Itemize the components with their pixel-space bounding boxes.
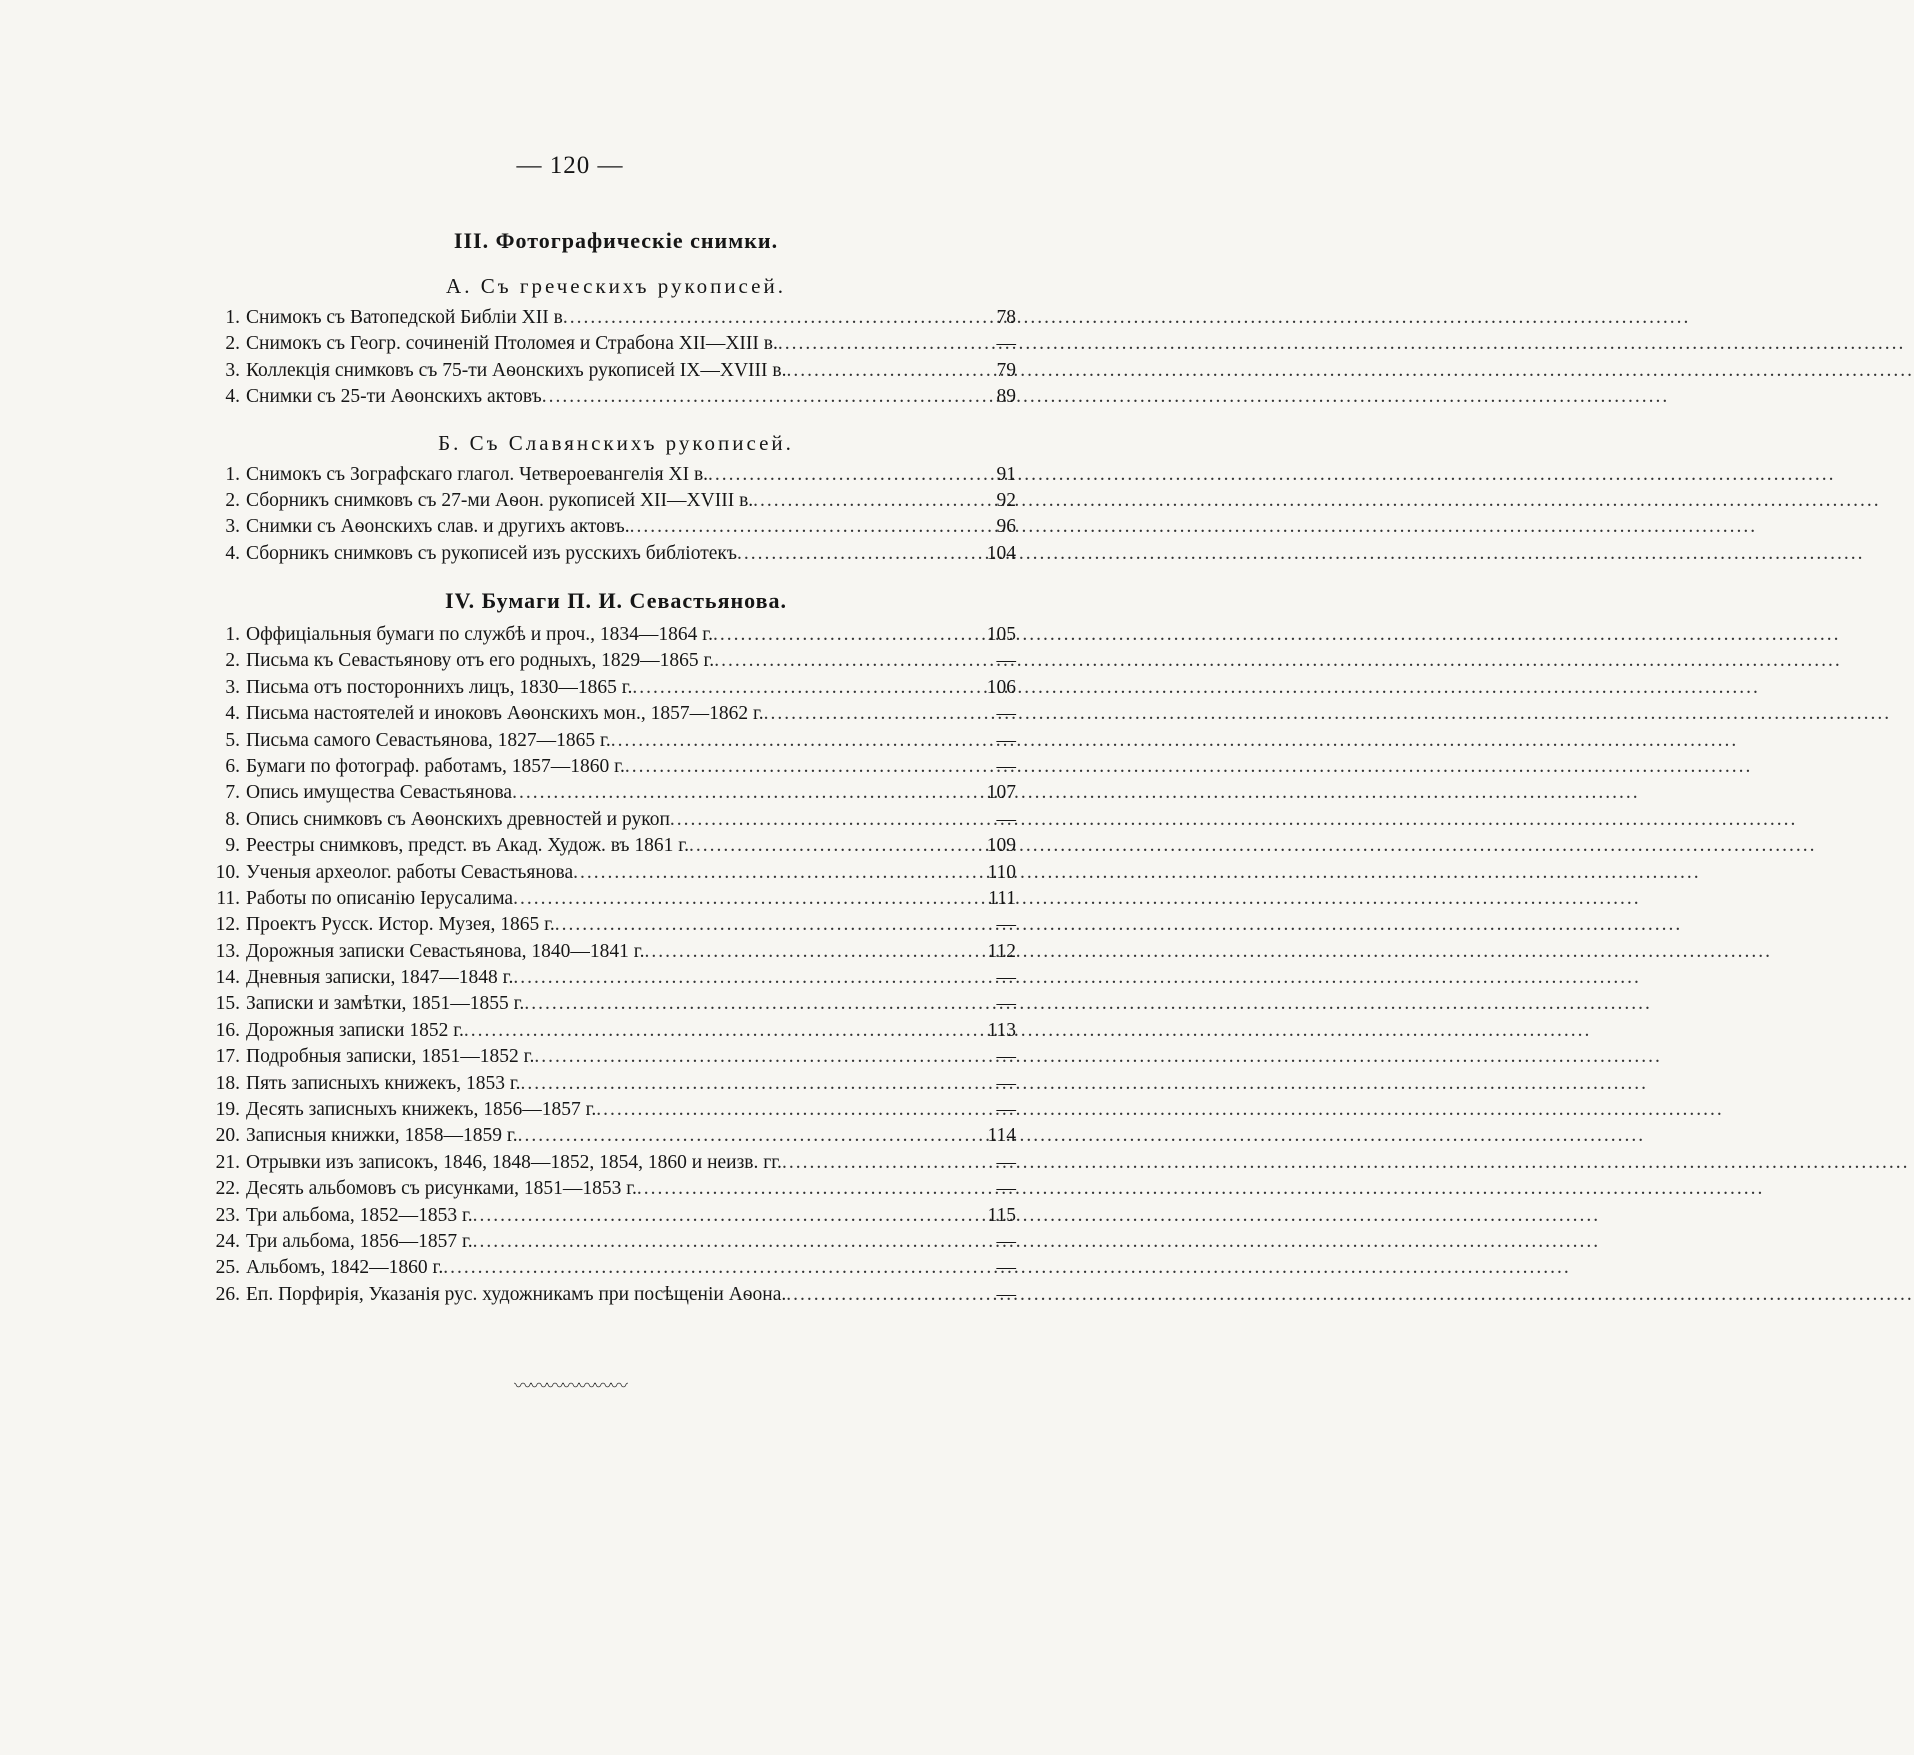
entry-text: Подробныя записки, 1851—1852 г. bbox=[246, 1046, 535, 1068]
entry-text: Письма настоятелей и иноковъ Аѳонскихъ мон., 1857—1862 г. bbox=[246, 703, 764, 725]
entry-text: Снимокъ съ Зографскаго глагол. Четвероевангелія XI в. bbox=[246, 463, 709, 485]
entry-text: Ученыя археолог. работы Севастьянова bbox=[246, 861, 574, 883]
group-b-title: Б. Съ Славянскихъ рукописей. bbox=[438, 430, 794, 455]
leader-dots bbox=[708, 462, 980, 488]
entry-page: — bbox=[996, 1099, 1016, 1121]
list-item bbox=[215, 1203, 1016, 1229]
entry-page: 112 bbox=[987, 940, 1016, 962]
entry-text: Альбомъ, 1842—1860 г. bbox=[246, 1257, 444, 1279]
entry-number: 2. bbox=[225, 333, 240, 355]
leader-dots bbox=[714, 648, 980, 674]
entry-page: 115 bbox=[987, 1204, 1016, 1226]
list-item bbox=[225, 514, 1016, 540]
entry-text: Письма къ Севастьянову отъ его родныхъ, 1829—1865 г. bbox=[246, 650, 715, 672]
entry-page: — bbox=[996, 1283, 1016, 1305]
entry-page: 110 bbox=[987, 861, 1016, 883]
entry-page: — bbox=[996, 703, 1016, 725]
end-ornament: 〰〰〰〰〰〰〰 bbox=[514, 1376, 626, 1396]
entry-page: 114 bbox=[987, 1125, 1016, 1147]
entry-number: 21. bbox=[215, 1151, 240, 1173]
list-item bbox=[225, 675, 1016, 701]
entry-text: Письма самого Севастьянова, 1827—1865 г. bbox=[246, 729, 611, 751]
entry-page: 89 bbox=[996, 386, 1016, 408]
entry-page: 92 bbox=[996, 489, 1016, 511]
list-item bbox=[225, 384, 1016, 410]
entry-number: 6. bbox=[225, 755, 240, 777]
leader-dots bbox=[782, 1150, 980, 1176]
list-item bbox=[225, 488, 1016, 514]
group-a-title: А. Съ греческихъ рукописей. bbox=[446, 274, 786, 298]
entry-number: 3. bbox=[225, 516, 240, 538]
entry-text: Записныя книжки, 1858—1859 г. bbox=[246, 1125, 518, 1147]
leader-dots bbox=[753, 488, 980, 514]
entry-number: 7. bbox=[225, 782, 240, 804]
entry-text: Три альбома, 1856—1857 г. bbox=[246, 1230, 473, 1252]
leader-dots bbox=[563, 305, 980, 331]
entry-text: Снимокъ съ Геогр. сочиненій Птоломея и Страбона XII—XIII в. bbox=[246, 333, 778, 355]
entry-text: Десять записныхъ книжекъ, 1856—1857 г. bbox=[246, 1099, 597, 1121]
leader-dots bbox=[644, 939, 980, 965]
entry-number: 4. bbox=[225, 542, 240, 564]
entry-text: Сборникъ снимковъ съ рукописей изъ русскихъ библіотекъ bbox=[246, 542, 737, 564]
entry-number: 13. bbox=[215, 940, 240, 962]
entry-text: Проектъ Русск. Истор. Музея, 1865 г. bbox=[246, 914, 555, 936]
entry-page: 106 bbox=[986, 676, 1016, 698]
list-item bbox=[215, 1018, 1016, 1044]
entry-page: — bbox=[996, 914, 1016, 936]
entry-number: 2. bbox=[225, 650, 240, 672]
list-item bbox=[216, 886, 1016, 912]
entry-page: — bbox=[996, 1072, 1016, 1094]
leader-dots bbox=[473, 1203, 980, 1229]
entry-number: 22. bbox=[215, 1178, 240, 1200]
entry-number: 9. bbox=[225, 835, 240, 857]
list-item bbox=[225, 833, 1016, 859]
entry-text: Снимки съ 25-ти Аѳонскихъ актовъ bbox=[246, 386, 542, 408]
entry-number: 10. bbox=[215, 861, 240, 883]
leader-dots bbox=[637, 1176, 980, 1202]
entry-page: — bbox=[996, 650, 1016, 672]
leader-dots bbox=[518, 1123, 980, 1149]
leader-dots bbox=[625, 754, 980, 780]
entry-page: 111 bbox=[988, 887, 1016, 909]
leader-dots bbox=[689, 833, 980, 859]
list-item bbox=[215, 1150, 1016, 1176]
entry-page: — bbox=[996, 993, 1016, 1015]
leader-dots bbox=[786, 358, 980, 384]
entry-text: Оффиціальныя бумаги по службѣ и проч., 1834—1864 г. bbox=[246, 624, 713, 645]
entry-text: Отрывки изъ записокъ, 1846, 1848—1852, 1854, 1860 и неизв. гг. bbox=[246, 1151, 782, 1173]
entry-number: 19. bbox=[215, 1099, 240, 1121]
entry-text: Дневныя записки, 1847—1848 г. bbox=[246, 967, 514, 989]
entry-text: Записки и замѣтки, 1851—1855 г. bbox=[246, 993, 525, 1015]
entry-number: 3. bbox=[225, 676, 240, 698]
entry-text: Дорожныя записки Севастьянова, 1840—1841 г. bbox=[246, 940, 645, 962]
entry-number: 20. bbox=[215, 1125, 240, 1147]
entry-text: Еп. Порфирія, Указанія рус. художникамъ при посѣщеніи Аѳона. bbox=[246, 1283, 787, 1305]
list-item bbox=[215, 991, 1016, 1017]
entry-number: 2. bbox=[225, 489, 240, 511]
list-item bbox=[215, 860, 1016, 886]
leader-dots bbox=[513, 965, 980, 991]
entry-number: 15. bbox=[215, 993, 240, 1015]
entry-number: 16. bbox=[215, 1019, 240, 1041]
entry-page: — bbox=[996, 1257, 1016, 1279]
section-title: III. Фотографическіе снимки. bbox=[453, 228, 779, 253]
page-number: — 120 — bbox=[516, 152, 624, 179]
entry-page: — bbox=[996, 755, 1016, 777]
section-sevastyanov-papers bbox=[215, 588, 1016, 1308]
entry-page: — bbox=[996, 729, 1016, 751]
list-item bbox=[215, 939, 1016, 965]
list-item bbox=[225, 305, 1016, 331]
entry-page: — bbox=[996, 333, 1016, 355]
leader-dots bbox=[512, 780, 980, 806]
entry-number: 11. bbox=[216, 887, 240, 909]
leader-dots bbox=[573, 860, 980, 886]
leader-dots bbox=[713, 622, 980, 648]
list-item bbox=[225, 754, 1016, 780]
entry-text: Пять записныхъ книжекъ, 1853 г. bbox=[246, 1072, 521, 1094]
entry-text: Коллекція снимковъ съ 75-ти Аѳонскихъ рукописей IX—XVIII в. bbox=[246, 359, 787, 381]
list-item bbox=[225, 807, 1016, 833]
list-item bbox=[215, 1255, 1016, 1281]
entry-number: 1. bbox=[225, 307, 240, 328]
leader-dots bbox=[611, 728, 980, 754]
entry-number: 24. bbox=[215, 1230, 240, 1252]
leader-dots bbox=[632, 675, 980, 701]
entry-number: 25. bbox=[215, 1257, 240, 1279]
group-a-list bbox=[225, 305, 1016, 411]
entry-page: 79 bbox=[996, 359, 1016, 381]
entry-page: — bbox=[996, 1151, 1016, 1173]
entry-page: — bbox=[996, 808, 1016, 830]
list-item bbox=[215, 1071, 1016, 1097]
leader-dots bbox=[786, 1282, 980, 1308]
entry-number: 4. bbox=[225, 703, 240, 725]
list-item bbox=[225, 331, 1016, 357]
list-item bbox=[225, 701, 1016, 727]
entry-text: Десять альбомовъ съ рисунками, 1851—1853 г. bbox=[246, 1178, 637, 1200]
entry-number: 23. bbox=[215, 1204, 240, 1226]
entry-number: 14. bbox=[215, 967, 240, 989]
list-item bbox=[215, 1097, 1016, 1123]
list-item bbox=[225, 541, 1016, 567]
list-item bbox=[215, 1044, 1016, 1070]
list-item bbox=[215, 912, 1016, 938]
entry-page: — bbox=[996, 1046, 1016, 1068]
entry-text: Письма отъ постороннихъ лицъ, 1830—1865 г. bbox=[246, 676, 633, 698]
list-item bbox=[215, 1282, 1016, 1308]
entry-text: Опись имущества Севастьянова bbox=[246, 782, 513, 804]
entry-number: 8. bbox=[225, 808, 240, 830]
entry-number: 3. bbox=[225, 359, 240, 381]
leader-dots bbox=[443, 1255, 980, 1281]
leader-dots bbox=[473, 1229, 980, 1255]
entry-page: — bbox=[996, 967, 1016, 989]
entry-page: 113 bbox=[987, 1019, 1016, 1041]
leader-dots bbox=[464, 1018, 980, 1044]
list-item bbox=[225, 622, 1016, 648]
leader-dots bbox=[555, 912, 980, 938]
entry-number: 1. bbox=[225, 624, 240, 645]
entry-page: 107 bbox=[986, 782, 1016, 804]
entry-text: Дорожныя записки 1852 г. bbox=[246, 1019, 464, 1041]
list-item bbox=[225, 462, 1016, 488]
entry-text: Снимокъ съ Ватопедской Библіи XII в bbox=[246, 307, 563, 328]
leader-dots bbox=[542, 384, 980, 410]
list-item bbox=[215, 1229, 1016, 1255]
papers-list bbox=[215, 622, 1016, 1308]
entry-text: Бумаги по фотограф. работамъ, 1857—1860 г. bbox=[246, 755, 625, 777]
entry-page: 109 bbox=[986, 835, 1016, 857]
leader-dots bbox=[524, 991, 980, 1017]
section-title: IV. Бумаги П. И. Севастьянова. bbox=[445, 588, 787, 613]
list-item bbox=[215, 1123, 1016, 1149]
entry-text: Опись снимковъ съ Аѳонскихъ древностей и рукоп bbox=[246, 808, 670, 830]
entry-number: 4. bbox=[225, 386, 240, 408]
leader-dots bbox=[764, 701, 980, 727]
leader-dots bbox=[534, 1044, 980, 1070]
entry-number: 12. bbox=[215, 914, 240, 936]
leader-dots bbox=[737, 541, 980, 567]
entry-text: Реестры снимковъ, предст. въ Акад. Худож. въ 1861 г. bbox=[246, 835, 689, 857]
entry-text: Сборникъ снимковъ съ 27-ми Аѳон. рукописей XII—XVIII в. bbox=[246, 489, 754, 511]
entry-page: — bbox=[996, 1178, 1016, 1200]
list-item bbox=[225, 648, 1016, 674]
entry-number: 5. bbox=[225, 729, 240, 751]
entry-number: 26. bbox=[215, 1283, 240, 1305]
entry-text: Работы по описанію Іерусалима bbox=[246, 887, 514, 909]
entry-text: Снимки съ Аѳонскихъ слав. и другихъ актовъ. bbox=[246, 516, 630, 538]
leader-dots bbox=[513, 886, 980, 912]
entry-page: 105 bbox=[986, 624, 1016, 645]
leader-dots bbox=[521, 1071, 980, 1097]
entry-page: 91 bbox=[996, 463, 1016, 485]
list-item bbox=[215, 965, 1016, 991]
leader-dots bbox=[630, 514, 980, 540]
list-item bbox=[225, 728, 1016, 754]
leader-dots bbox=[596, 1097, 980, 1123]
section-photographic-images bbox=[225, 228, 1016, 567]
entry-page: — bbox=[996, 1230, 1016, 1252]
leader-dots bbox=[778, 331, 980, 357]
group-b-list bbox=[225, 462, 1016, 568]
entry-page: 78 bbox=[996, 307, 1016, 328]
entry-page: 96 bbox=[996, 516, 1016, 538]
entry-page: 104 bbox=[986, 542, 1016, 564]
list-item bbox=[225, 780, 1016, 806]
entry-number: 17. bbox=[215, 1046, 240, 1068]
entry-number: 1. bbox=[225, 463, 240, 485]
entry-text: Три альбома, 1852—1853 г. bbox=[246, 1204, 473, 1226]
list-item bbox=[225, 358, 1016, 384]
leader-dots bbox=[670, 807, 980, 833]
list-item bbox=[215, 1176, 1016, 1202]
entry-number: 18. bbox=[215, 1072, 240, 1094]
